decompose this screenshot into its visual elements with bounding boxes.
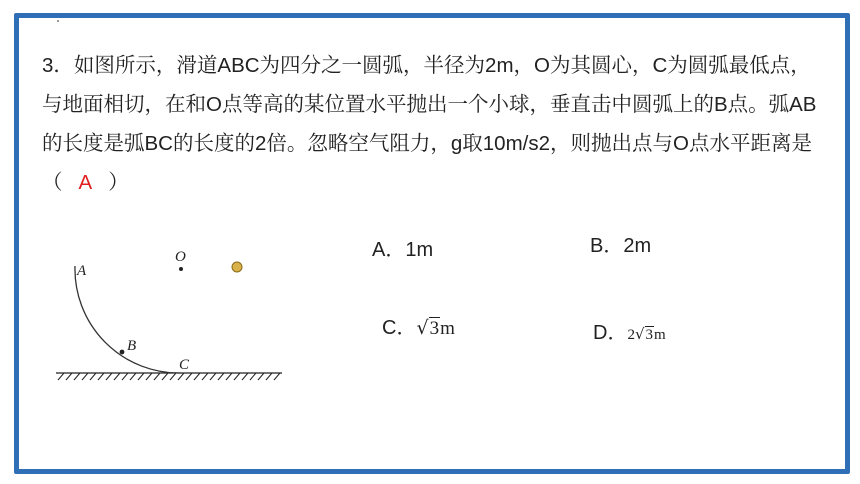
option-c-math	[416, 317, 440, 340]
center-o-dot	[179, 267, 183, 271]
corner-dot	[57, 20, 59, 22]
label-o: O	[175, 249, 186, 265]
ground-hatch	[58, 373, 280, 380]
physics-figure	[50, 240, 290, 385]
option-d-coef: 2	[627, 327, 635, 343]
arc-abc	[75, 266, 181, 373]
option-c[interactable]	[382, 311, 455, 340]
option-a[interactable]	[372, 233, 433, 262]
label-b: B	[127, 338, 137, 354]
option-a-label: A．	[372, 239, 406, 261]
option-b[interactable]	[590, 229, 651, 258]
question-close: ）	[108, 171, 129, 194]
sqrt-sign: √	[634, 325, 645, 343]
question-text	[42, 46, 822, 202]
option-d-math	[635, 325, 654, 344]
option-a-value: 1m	[405, 239, 434, 261]
option-c-label: C．	[382, 317, 417, 339]
label-c: C	[179, 357, 190, 373]
option-b-label: B．	[590, 235, 624, 257]
option-b-value: 2m	[623, 235, 652, 257]
option-d-radicand: 3	[645, 327, 654, 343]
option-d-label: D．	[593, 322, 628, 344]
option-c-radicand: 3	[429, 318, 440, 339]
question-body: 3．如图所示，滑道ABC为四分之一圆弧，半径为2m，O为其圆心，C为圆弧最低点，与地面相切，在和O点等高的某位置水平抛出一个小球，垂直击中圆弧上的B点。弧AB的长度是弧BC的长度的2倍。忽略空气阻力，g取10m/s2，则抛出点与O点水平距离是（	[42, 54, 817, 194]
option-c-unit: m	[440, 318, 455, 339]
answer-letter: A	[78, 171, 93, 194]
point-b-dot	[120, 350, 125, 355]
option-d-unit: m	[654, 327, 666, 343]
ball-icon	[232, 262, 242, 272]
sqrt-sign: √	[416, 317, 429, 339]
label-a: A	[77, 263, 87, 279]
option-d[interactable]	[593, 316, 666, 345]
